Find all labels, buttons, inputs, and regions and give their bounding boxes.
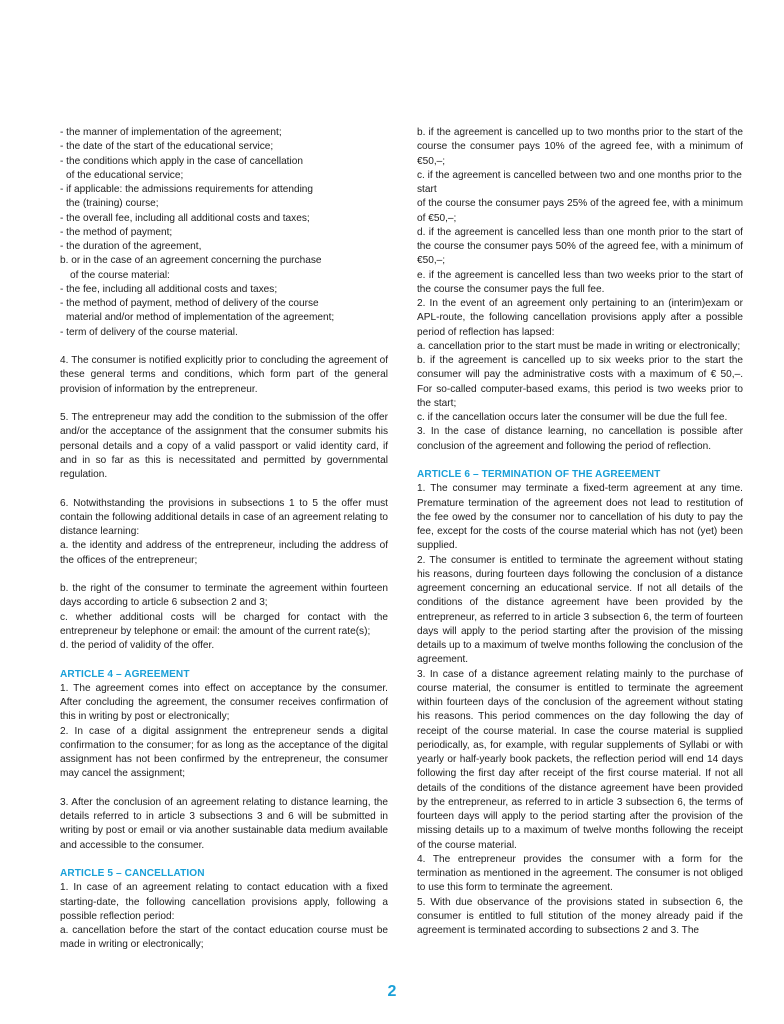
list-item: - the overall fee, including all additional costs and taxes; (60, 212, 310, 224)
cancellation-paragraph-3: 3. In the case of distance learning, no cancellation is possible after conclusion of the agreement and following the period of reflection. (417, 426, 743, 452)
list-item: of the educational service; (66, 169, 184, 181)
cancellation-item-c-line-1: c. if the agreement is cancelled between two and one months prior to the start (417, 169, 742, 195)
article-4-paragraph-3: 3. After the conclusion of an agreement relating to distance learning, the details referred to in article 3 subsections 3 and 6 will be submitted in writing by post or email or via another sustainable data medium available and accessible to the consumer. (60, 796, 388, 851)
right-column (417, 126, 743, 938)
cancellation-item-b: b. if the agreement is cancelled up to two months prior to the start of the course the consumer pays 10% of the agreed fee, with a minimum of €50,–; (417, 127, 743, 167)
list-item: of the course material: (70, 269, 170, 281)
list-item: - if applicable: the admissions requirements for attending (60, 184, 314, 195)
offer-details-list (60, 126, 388, 340)
cancellation-item-c-line-2: of the course the consumer pays 25% of the agreed fee, with a minimum of €50,–; (417, 198, 743, 224)
list-item: - the manner of implementation of the agreement; (60, 127, 282, 138)
article-6-paragraph-5: 5. With due observance of the provisions stated in subsection 6, the consumer is entitled to full stitution of the money already paid if the agreement is terminated according to subsections 2 and 3. The (417, 896, 743, 936)
cancellation-item-2c: c. if the cancellation occurs later the consumer will be due the full fee. (417, 412, 728, 423)
article-6-paragraph-1: 1. The consumer may terminate a fixed-term agreement at any time. Premature termination of the agreement does not lead to restitution of the fee owed by the consumer nor to cancellation of his duty to pay the fee, except for the costs of the course material which has not (yet) been supplied. (417, 483, 743, 552)
cancellation-item-d: d. if the agreement is cancelled less than one month prior to the start of the course the consumer pays 50% of the agreed fee, with a minimum of €50,–; (417, 226, 743, 267)
article-6-paragraph-4: 4. The entrepreneur provides the consumer with a form for the termination as mentioned in the agreement. The consumer is not obliged to use this form to terminate the agreement. (417, 853, 743, 894)
paragraph-6a: a. the identity and address of the entrepreneur, including the address of the offices of the entrepreneur; (60, 540, 388, 566)
article-6-paragraph-3: 3. In case of a distance agreement relating mainly to the purchase of course material, the consumer is entitled to terminate the agreement within fourteen days of the conclusion of the agreement without stating his reasons. This period commences on the day following the day of receipt of the course material. In case the course material is supplied periodically, as, for example, with regular supplements of Syllabi or with yearly or half-yearly book packets, the reflection period will end 14 days following the first day after receipt of the first course material. If not all details of the conditions of the distance agreement have been provided by the entrepreneur, as referred to in article 3 subsection 6, the terms of fourteen days will apply to the period starting after the provision of the missing details up to a maximum of twelve months following the receipt of the course material. (417, 668, 743, 851)
list-item: - the method of payment, method of delivery of the course (60, 298, 319, 309)
cancellation-item-e: e. if the agreement is cancelled less than two weeks prior to the start of the course the consumer pays the full fee. (417, 269, 743, 295)
article-4-heading: ARTICLE 4 – AGREEMENT (60, 668, 190, 680)
article-4-paragraph-2: 2. In case of a digital assignment the entrepreneur sends a digital confirmation to the consumer; for as long as the acceptance of the digital assignment has not been confirmed by the entrepreneur, the consumer may cancel the assignment; (60, 725, 388, 780)
list-item: - the method of payment; (60, 226, 173, 238)
list-item: - the conditions which apply in the case of cancellation (60, 155, 303, 167)
article-6-heading: ARTICLE 6 – TERMINATION OF THE AGREEMENT (417, 469, 661, 480)
article-5-paragraph-1: 1. In case of an agreement relating to contact education with a fixed starting-date, the following cancellation provisions apply, following a possible reflection period: (60, 882, 388, 922)
paragraph-4: 4. The consumer is notified explicitly prior to concluding the agreement of these general terms and conditions, which form part of the general provision of information by the entrepreneur. (60, 355, 388, 395)
list-item: - term of delivery of the course material. (60, 326, 238, 338)
article-5-heading: ARTICLE 5 – CANCELLATION (60, 868, 205, 879)
article-5-paragraph-1a: a. cancellation before the start of the contact education course must be made in writing or electronically; (60, 925, 388, 951)
list-item: - the duration of the agreement, (60, 241, 202, 252)
cancellation-item-2b: b. if the agreement is cancelled up to six weeks prior to the start the consumer will pay the administrative costs with a maximum of € 50,–. For so-called computer-based exams, this period is two weeks prior to the start; (417, 355, 743, 409)
cancellation-item-2a: a. cancellation prior to the start must be made in writing or electronically; (417, 340, 741, 352)
cancellation-paragraph-2: 2. In the event of an agreement only pertaining to an (interim)exam or APL-route, the following cancellation provisions apply after a possible period of reflection has lapsed: (417, 298, 743, 338)
article-6-paragraph-2: 2. The consumer is entitled to terminate the agreement without stating his reasons, during fourteen days following the conclusion of a distance agreement concerning an educational service. If not all details of the conditions of the distance agreement have been provided by the entrepreneur, as referred to in article 3 subsection 6, the term of fourteen days will apply to the period starting after the provision of the missing details up to a maximum of twelve months following the conclusion of the agreement. (417, 554, 743, 666)
list-item: material and/or method of implementation of the agreement; (66, 312, 335, 324)
paragraph-5: 5. The entrepreneur may add the condition to the submission of the offer and/or the acceptance of the assignment that the consumer submits his personal details and a copy of a valid passport or valid identity card, if and in so far as this is necessitated and permitted by governmental regulation. (60, 412, 388, 480)
left-column (60, 126, 388, 953)
list-item: - the date of the start of the educational service; (60, 141, 274, 153)
list-item: the (training) course; (66, 198, 159, 210)
paragraph-6b: b. the right of the consumer to terminate the agreement within fourteen days according to article 6 subsection 2 and 3; (60, 583, 388, 609)
list-item: b. or in the case of an agreement concerning the purchase (60, 255, 322, 267)
list-item: - the fee, including all additional costs and taxes; (60, 283, 278, 295)
paragraph-6: 6. Notwithstanding the provisions in subsections 1 to 5 the offer must contain the following additional details in case of an agreement relating to distance learning: (60, 497, 388, 537)
article-4-paragraph-1: 1. The agreement comes into effect on acceptance by the consumer. After concluding the agreement, the consumer receives confirmation of this in writing by post or electronically; (60, 682, 388, 723)
paragraph-6c: c. whether additional costs will be charged for contact with the entrepreneur by telephone or email: the amount of the current rate(s); (60, 611, 388, 637)
page-number: 2 (387, 983, 397, 1000)
paragraph-6d: d. the period of validity of the offer. (60, 640, 215, 651)
